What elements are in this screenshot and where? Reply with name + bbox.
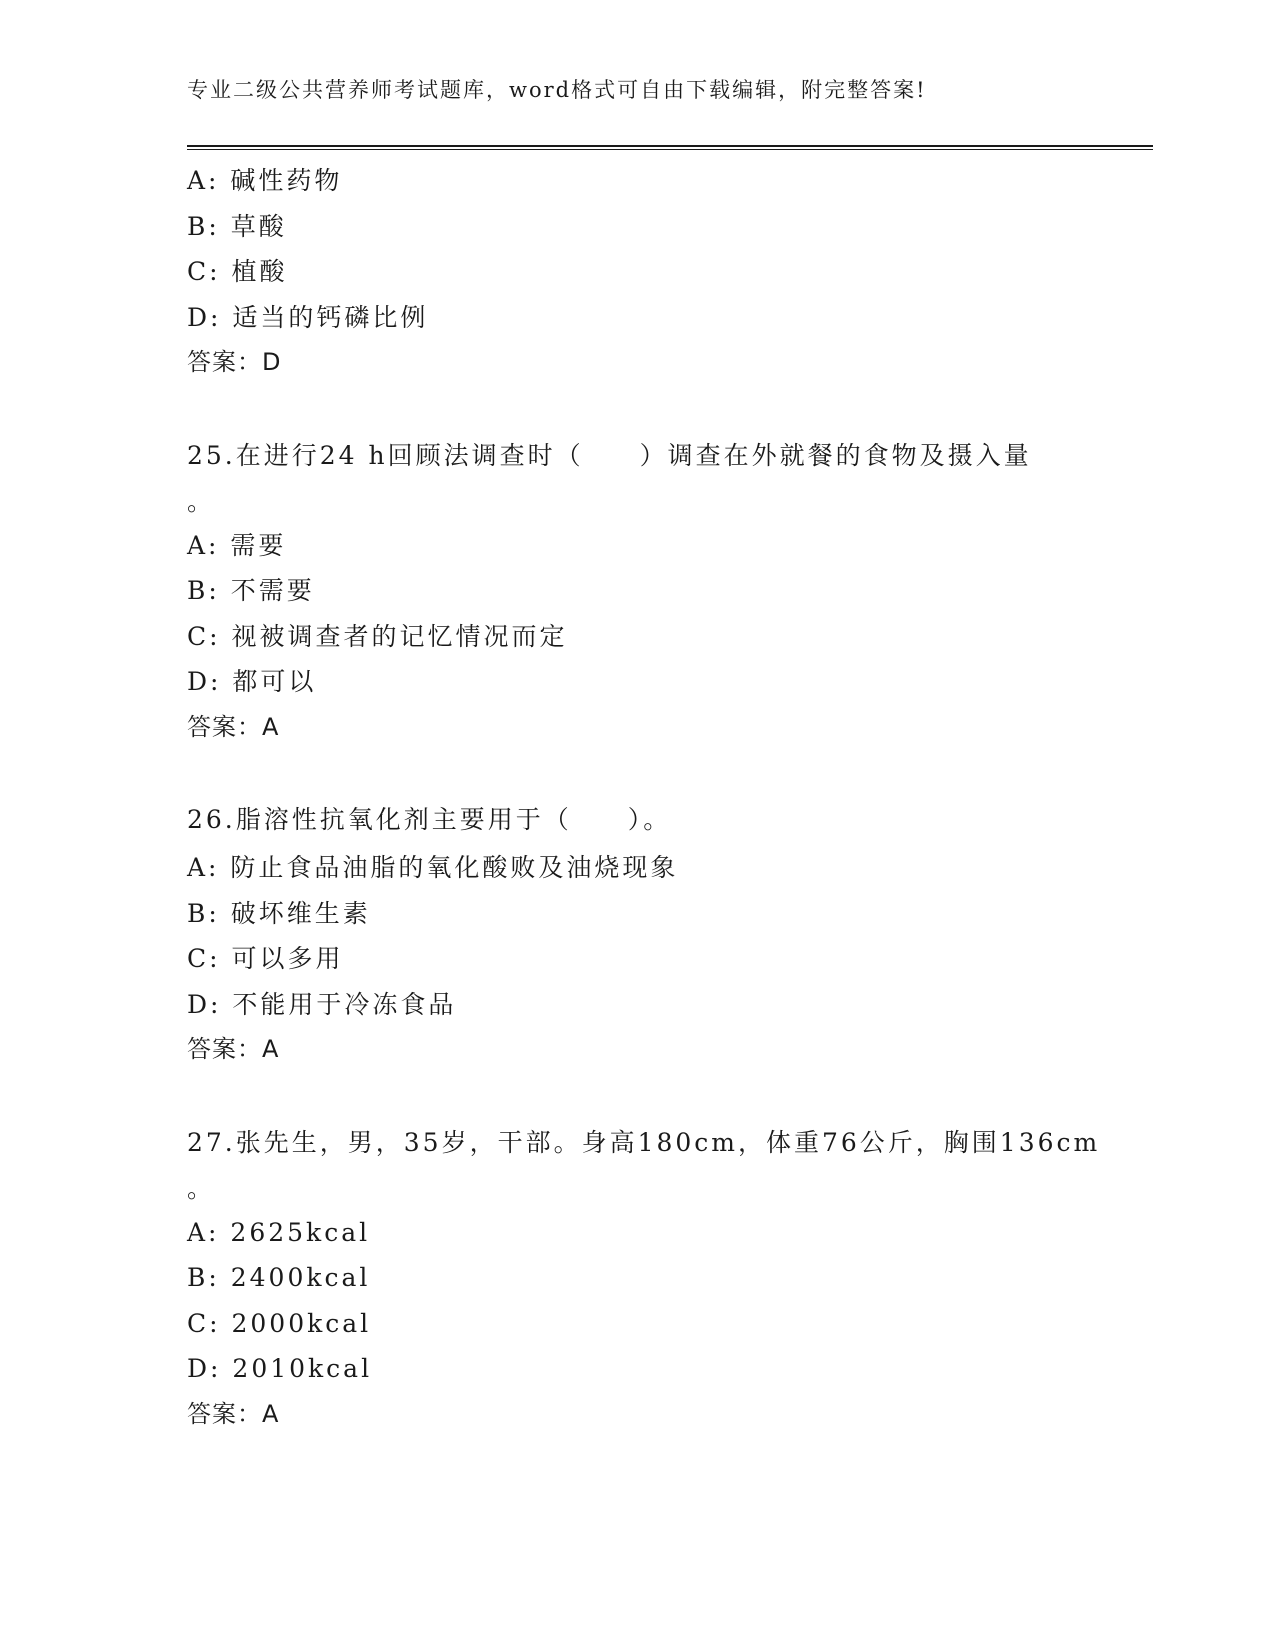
answer-line: 答案：A [187,1035,280,1063]
answer-line: 答案：A [187,1399,280,1428]
question-stem: 27.张先生，男，35岁，干部。身高180cm，体重76公斤，胸围136cm [187,1127,1101,1157]
question-stem-continuation: 。 [187,486,216,516]
question-list [187,158,1101,1437]
spacer [187,750,1087,795]
option-b: B: 不需要 [187,576,315,605]
option-d: D: 不能用于冷冻食品 [187,989,457,1019]
answer-line: 答案：A [187,712,280,741]
option-d: D: 2010kcal [187,1354,373,1383]
option-c: C: 植酸 [187,257,288,286]
option-c: C: 视被调查者的记忆情况而定 [187,621,568,651]
question-24 [187,158,1087,386]
answer-line: 答案：D [187,348,282,376]
option-d: D: 适当的钙磷比例 [187,302,429,332]
question-stem: 25.在进行24 h回顾法调查时（ ）调查在外就餐的食物及摄入量 [187,440,1032,470]
option-d: D: 都可以 [187,667,317,696]
spacer [187,386,1087,431]
spacer [187,1073,1087,1118]
option-c: C: 2000kcal [187,1308,372,1338]
option-a: A: 碱性药物 [187,166,343,195]
question-27 [187,1118,1101,1438]
option-a: A: 防止食品油脂的氧化酸败及油烧现象 [187,853,679,882]
question-stem: 26.脂溶性抗氧化剂主要用于（ ）。 [187,805,672,834]
page-header: 专业二级公共营养师考试题库，word格式可自由下载编辑，附完整答案! [187,78,927,102]
option-a: A: 2625kcal [187,1217,371,1247]
question-stem-continuation: 。 [187,1173,216,1203]
option-b: B: 2400kcal [187,1263,371,1292]
option-b: B: 草酸 [187,211,287,241]
header-divider [187,145,1153,150]
question-25 [187,431,1087,751]
question-26 [187,795,1087,1073]
option-a: A: 需要 [187,530,287,560]
option-b: B: 破坏维生素 [187,898,371,928]
option-c: C: 可以多用 [187,944,344,973]
